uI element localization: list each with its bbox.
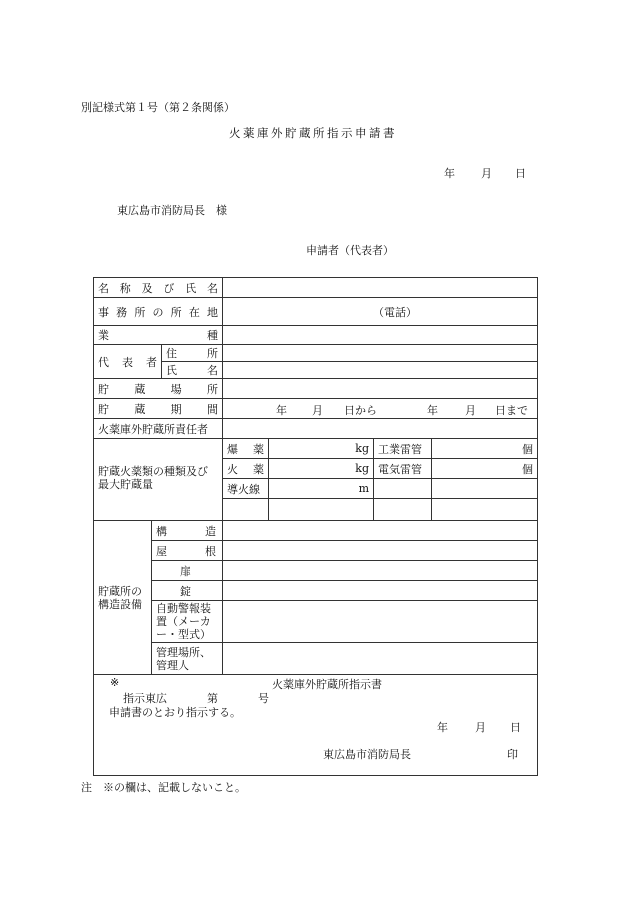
business-label: 業種 <box>94 326 223 345</box>
structure-item: 錠 <box>152 581 223 601</box>
row-structure-1 <box>94 521 538 541</box>
item-name-2[interactable] <box>374 499 432 521</box>
period-year-1: 年 <box>276 404 287 417</box>
instruction-number-prefix: 指示東広 <box>123 692 167 705</box>
row-business <box>94 326 538 345</box>
instruction-number-go: 号 <box>258 692 269 705</box>
structure-field[interactable] <box>223 561 538 581</box>
manager-field[interactable] <box>223 419 538 439</box>
office-field[interactable] <box>223 298 538 326</box>
period-from: 日から <box>344 404 377 417</box>
instruction-section <box>94 675 538 776</box>
structure-field[interactable] <box>223 521 538 541</box>
row-name <box>94 278 538 298</box>
item-unit: m <box>358 482 369 495</box>
date-month: 月 <box>481 167 492 180</box>
row-manager <box>94 419 538 439</box>
item-unit: kg <box>355 442 369 455</box>
manager-label: 火薬庫外貯蔵所責任者 <box>94 419 223 439</box>
date-year: 年 <box>444 167 455 180</box>
storage-place-label: 貯蔵場所 <box>94 379 223 399</box>
instruction-date-day: 日 <box>510 721 521 734</box>
item-qty-2[interactable] <box>432 459 538 479</box>
row-period <box>94 399 538 419</box>
period-month-1: 月 <box>312 404 323 417</box>
footnote: 注 ※の欄は、記載しないこと。 <box>81 781 246 794</box>
row-instruction <box>94 675 538 776</box>
item-qty-2[interactable] <box>432 439 538 459</box>
period-month-2: 月 <box>465 404 476 417</box>
item-qty-2[interactable] <box>432 479 538 499</box>
period-field[interactable] <box>223 399 538 419</box>
storage-place-field[interactable] <box>223 379 538 399</box>
item-name[interactable] <box>223 499 269 521</box>
page-title: 火薬庫外貯蔵所指示申請書 <box>229 126 397 140</box>
item-name: 導火線 <box>223 479 269 499</box>
item-unit-2: 個 <box>522 442 533 456</box>
office-label: 事務所の所在地 <box>94 298 223 326</box>
item-name-2: 工業雷管 <box>374 439 432 459</box>
period-year-2: 年 <box>427 404 438 417</box>
period-to: 日まで <box>495 404 528 417</box>
row-structure-5 <box>94 601 538 643</box>
row-explosive-1 <box>94 439 538 459</box>
explosives-label: 貯蔵火薬類の種類及び最大貯蔵量 <box>94 439 223 521</box>
row-office <box>94 298 538 326</box>
business-field[interactable] <box>223 326 538 345</box>
instruction-date-year: 年 <box>437 721 448 734</box>
instruction-number-dai: 第 <box>207 692 218 705</box>
item-qty[interactable] <box>269 439 374 459</box>
structure-item: 屋根 <box>152 541 223 561</box>
item-name-2[interactable] <box>374 479 432 499</box>
structure-item: 扉 <box>152 561 223 581</box>
applicant-label: 申請者（代表者） <box>306 244 394 257</box>
date-day: 日 <box>515 167 526 180</box>
seal-mark: 印 <box>507 748 518 761</box>
phone-label: （電話） <box>373 305 417 319</box>
item-qty[interactable] <box>269 499 374 521</box>
item-name: 火 薬 <box>223 459 269 479</box>
instruction-body: 申請書のとおり指示する。 <box>109 706 241 719</box>
structure-item: 自動警報装置（メーカー・型式） <box>152 601 223 643</box>
name-label: 名称及び氏名 <box>94 278 223 298</box>
row-storage-place <box>94 379 538 399</box>
row-structure-6 <box>94 643 538 675</box>
item-unit: kg <box>355 462 369 475</box>
structure-item: 構造 <box>152 521 223 541</box>
structure-field[interactable] <box>223 643 538 675</box>
address-label: 住所 <box>162 345 223 362</box>
row-structure-2 <box>94 541 538 561</box>
item-name-2: 電気雷管 <box>374 459 432 479</box>
item-qty[interactable] <box>269 459 374 479</box>
rep-label: 代表者 <box>94 345 162 379</box>
structure-field[interactable] <box>223 581 538 601</box>
addressee: 東広島市消防局長 様 <box>117 204 227 217</box>
item-name: 爆 薬 <box>223 439 269 459</box>
item-qty-2[interactable] <box>432 499 538 521</box>
structure-field[interactable] <box>223 601 538 643</box>
row-structure-3 <box>94 561 538 581</box>
row-structure-4 <box>94 581 538 601</box>
instruction-signer: 東広島市消防局長 <box>323 748 411 761</box>
application-table <box>93 277 538 776</box>
structure-field[interactable] <box>223 541 538 561</box>
structure-label: 貯蔵所の構造設備 <box>94 521 152 675</box>
item-unit-2: 個 <box>522 462 533 476</box>
instruction-mark: ※ <box>110 676 120 689</box>
rep-name-field[interactable] <box>223 362 538 379</box>
person-name-label: 氏名 <box>162 362 223 379</box>
period-label: 貯蔵期間 <box>94 399 223 419</box>
item-qty[interactable] <box>269 479 374 499</box>
structure-item: 管理場所、管理人 <box>152 643 223 675</box>
name-field[interactable] <box>223 278 538 298</box>
instruction-heading: 火薬庫外貯蔵所指示書 <box>272 678 382 691</box>
instruction-date-month: 月 <box>475 721 486 734</box>
rep-address-field[interactable] <box>223 345 538 362</box>
form-number: 別記様式第１号（第２条関係） <box>81 101 235 114</box>
row-rep-address <box>94 345 538 362</box>
